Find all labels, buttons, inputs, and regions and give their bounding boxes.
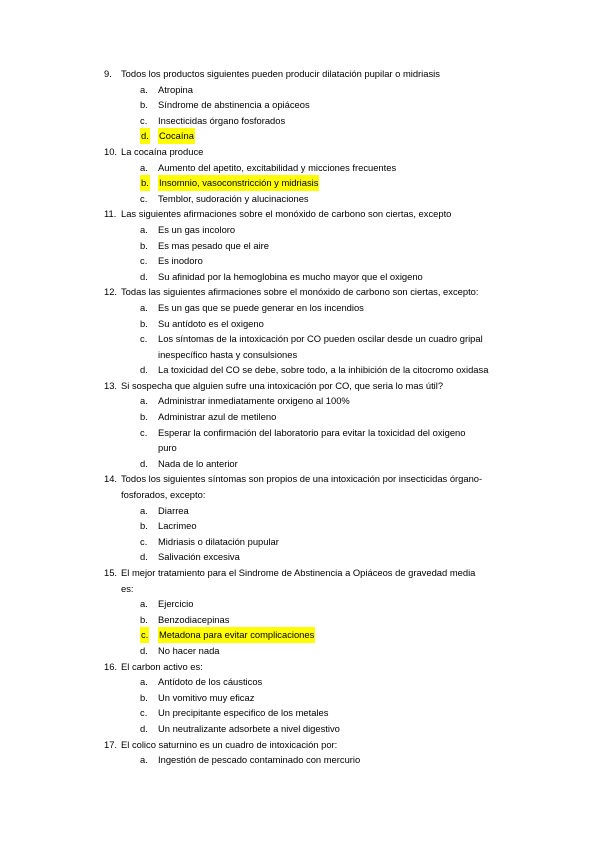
option-letter: b.	[140, 613, 148, 625]
answer-option	[140, 456, 524, 472]
option-text: Midriasis o dilatación pupular	[158, 535, 279, 547]
question-line	[104, 144, 524, 160]
question-text: Si sospecha que alguien sufre una intoxicación por CO, que seria lo mas útil?	[121, 379, 444, 391]
option-text: Lacrimeo	[158, 520, 197, 532]
option-letter: a.	[140, 598, 148, 610]
option-letter: b.	[140, 99, 148, 111]
option-letter: a.	[140, 223, 148, 235]
question-text: El colico saturnino es un cuadro de intoxicación por:	[121, 738, 338, 750]
option-letter: b.	[140, 239, 148, 251]
option-text: Insecticidas órgano fosforados	[158, 114, 286, 126]
option-letter: a.	[140, 754, 148, 766]
document-page	[0, 66, 600, 768]
answer-option	[140, 549, 524, 565]
answer-option	[140, 425, 524, 441]
question-line	[104, 737, 524, 753]
question-text-continued: fosforados, excepto:	[121, 489, 206, 501]
answer-option	[140, 612, 524, 628]
option-text: Administrar azul de metileno	[158, 411, 277, 423]
answer-option	[140, 253, 524, 269]
answer-option	[140, 534, 524, 550]
question-number: 15.	[104, 567, 118, 578]
option-text: Es un gas que se puede generar en los incendios	[158, 301, 364, 313]
answer-option	[140, 160, 524, 176]
option-text: Ejercicio	[158, 598, 194, 610]
option-text: Diarrea	[158, 504, 189, 516]
question-text: El mejor tratamiento para el Sindrome de Abstinencia a Opiáceos de gravedad media	[121, 567, 476, 578]
option-text: Un precipitante especifico de los metales	[158, 707, 329, 719]
option-letter: a.	[140, 161, 148, 173]
question-2	[104, 206, 524, 284]
answer-option	[140, 674, 524, 690]
answer-option	[140, 409, 524, 425]
answer-option	[140, 393, 524, 409]
option-letter: a.	[140, 395, 148, 407]
option-letter: d.	[140, 128, 150, 144]
question-number: 12.	[104, 286, 118, 298]
option-text: Su afinidad por la hemoglobina es mucho mayor que el oxigeno	[158, 270, 423, 282]
option-letter: b.	[140, 691, 148, 703]
option-text: Antídoto de los cáusticos	[158, 676, 263, 688]
answer-option	[140, 503, 524, 519]
option-text-continued: puro	[158, 442, 177, 454]
option-letter: b.	[140, 520, 148, 532]
answer-option	[140, 627, 524, 643]
option-letter: c.	[140, 426, 148, 438]
question-number: 17.	[104, 738, 118, 750]
question-line	[104, 378, 524, 394]
answer-option	[140, 82, 524, 98]
option-letter: b.	[140, 411, 148, 423]
answer-option	[140, 191, 524, 207]
option-text: Salivación excesiva	[158, 551, 240, 563]
answer-option	[140, 222, 524, 238]
option-letter: d.	[140, 644, 148, 656]
option-text: Es mas pesado que el aire	[158, 239, 270, 251]
question-number: 11.	[104, 208, 117, 220]
question-text: La cocaína produce	[121, 145, 204, 157]
question-0	[104, 66, 524, 144]
question-line	[104, 206, 524, 222]
highlighted-option-text: Insomnio, vasoconstricción y midriasis	[158, 175, 319, 191]
answer-option	[140, 362, 524, 378]
answer-option	[140, 705, 524, 721]
question-line	[104, 565, 524, 581]
question-8	[104, 737, 524, 768]
answer-option	[140, 238, 524, 254]
answer-option	[140, 300, 524, 316]
option-letter: b.	[140, 175, 150, 191]
option-text: Temblor, sudoración y alucinaciones	[158, 192, 309, 204]
question-1	[104, 144, 524, 206]
answer-option	[140, 269, 524, 285]
question-text: Todos los productos siguientes pueden producir dilatación pupilar o midriasis	[121, 68, 440, 79]
question-7	[104, 659, 524, 737]
question-number: 9.	[104, 68, 112, 79]
question-text: El carbon activo es:	[121, 660, 203, 672]
option-text: No hacer nada	[158, 644, 220, 656]
option-letter: d.	[140, 551, 148, 563]
option-letter: d.	[140, 722, 148, 734]
option-text: Su antídoto es el oxigeno	[158, 317, 264, 329]
option-text: Es un gas incoloro	[158, 223, 236, 235]
question-line	[104, 471, 524, 487]
option-letter: a.	[140, 83, 148, 95]
answer-option	[140, 331, 524, 347]
option-text: Ingestión de pescado contaminado con mercurio	[158, 754, 361, 766]
option-letter: d.	[140, 270, 148, 282]
option-text: Benzodiacepinas	[158, 613, 230, 625]
answer-option	[140, 518, 524, 534]
question-line	[104, 66, 524, 82]
option-text: Los síntomas de la intoxicación por CO pueden oscilar desde un cuadro gripal	[158, 333, 483, 345]
option-letter: a.	[140, 504, 148, 516]
option-text: Un neutralizante adsorbete a nivel digestivo	[158, 722, 340, 734]
answer-option	[140, 175, 524, 191]
option-letter: c.	[140, 192, 148, 204]
answer-option	[140, 316, 524, 332]
option-letter: c.	[140, 333, 148, 345]
answer-option	[140, 113, 524, 129]
option-text: Administrar inmediatamente orxigeno al 100%	[158, 395, 350, 407]
option-text: Esperar la confirmación del laboratorio para evitar la toxicidad del oxigeno	[158, 426, 466, 438]
option-text: Aumento del apetito, excitabilidad y micciones frecuentes	[158, 161, 397, 173]
question-line	[104, 284, 524, 300]
option-text: Es inodoro	[158, 255, 203, 267]
answer-option	[140, 643, 524, 659]
question-6	[104, 565, 524, 659]
option-letter: d.	[140, 457, 148, 469]
answer-option	[140, 128, 524, 144]
option-letter: c.	[140, 707, 148, 719]
option-letter: c.	[140, 114, 148, 126]
option-letter: d.	[140, 364, 148, 376]
question-text: Las siguientes afirmaciones sobre el monóxido de carbono son ciertas, excepto	[121, 208, 452, 220]
question-line	[104, 659, 524, 675]
question-number: 13.	[104, 379, 118, 391]
answer-option	[140, 752, 524, 768]
option-letter: c.	[140, 627, 149, 643]
option-text: Un vomitivo muy eficaz	[158, 691, 255, 703]
question-list	[0, 66, 600, 768]
question-number: 16.	[104, 660, 118, 672]
answer-option	[140, 721, 524, 737]
option-text: Nada de lo anterior	[158, 457, 238, 469]
option-letter: a.	[140, 301, 148, 313]
question-text-continued: es:	[121, 582, 134, 594]
answer-option	[140, 97, 524, 113]
highlighted-option-text: Metadona para evitar complicaciones	[158, 627, 315, 643]
option-letter: a.	[140, 676, 148, 688]
question-number: 14.	[104, 473, 118, 485]
question-text: Todas las siguientes afirmaciones sobre el monóxido de carbono son ciertas, excepto:	[121, 286, 479, 298]
option-text: La toxicidad del CO se debe, sobre todo, a la inhibición de la citocromo oxidasa	[158, 364, 489, 376]
option-text-continued: inespecífico hasta y consulsiones	[158, 348, 298, 360]
question-number: 10.	[104, 145, 118, 157]
option-letter: b.	[140, 317, 148, 329]
question-text: Todos los siguientes síntomas son propios de una intoxicación por insecticidas órgano-	[121, 473, 483, 485]
option-letter: c.	[140, 535, 148, 547]
answer-option	[140, 596, 524, 612]
option-text: Atropina	[158, 83, 193, 95]
option-text: Síndrome de abstinencia a opiáceos	[158, 99, 310, 111]
question-5	[104, 471, 524, 565]
highlighted-option-text: Cocaína	[158, 128, 195, 144]
answer-option	[140, 690, 524, 706]
question-4	[104, 378, 524, 472]
question-3	[104, 284, 524, 378]
option-letter: c.	[140, 255, 148, 267]
